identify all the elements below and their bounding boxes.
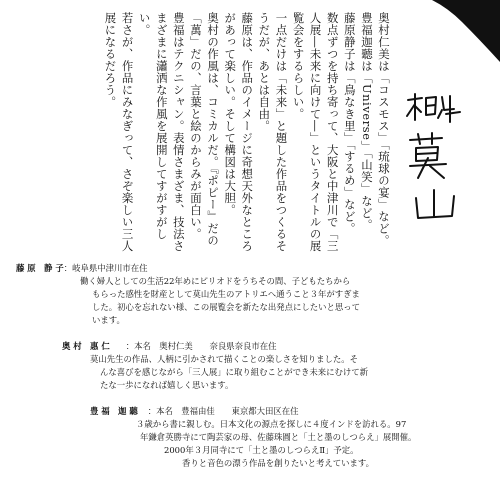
vertical-essay <box>101 12 392 258</box>
profile-heading <box>90 405 416 418</box>
profile-okumura <box>62 340 368 392</box>
profile-line: んな喜びを感じながら「三人展」に取り組むことができ未来にむけて新 <box>100 367 368 377</box>
profile-line: たな一歩になれば嬉しく思います。 <box>100 380 234 390</box>
profile-heading <box>16 262 360 275</box>
essay-paragraph: 藤原は、作品のイメージに奇想天外なところがあって楽しい。そして構図は大胆。 <box>223 12 255 252</box>
profile-heading <box>62 340 368 353</box>
artist-name: 豊 福 迦 聽 <box>90 406 138 416</box>
handwritten-signature <box>402 92 468 224</box>
essay-paragraph: 数点ずつを持ち寄って、大阪と中津川で「三人展―未来に向けて―」というタイトルの展覧会をするらしい。 <box>291 12 340 252</box>
essay-paragraph: 奥村の作風は、コミカルだ。『ポピー』だの「萬」だの、言葉と絵のからみが面白い。 <box>188 12 221 247</box>
profile-text <box>62 353 368 392</box>
artist-name: 藤 原 静 子 <box>16 263 64 273</box>
profile-text <box>90 418 416 470</box>
artist-origin: ：本名 奥村仁美 奈良県奈良市在住 <box>125 341 277 351</box>
essay-paragraph: 豊福はテクニシャン。表情さまざま、技法さまざまに瀟洒な作風を展開してすがすがしい。 <box>137 12 186 252</box>
essay-paragraph: 一点だけは「未来」と題した作品をつくるそうだが、あとは自由。 <box>257 12 289 252</box>
profile-toyofuku <box>90 405 416 470</box>
profile-line: 働く婦人としての生活22年めにピリオドをうちその間、子どもたちから <box>80 276 351 286</box>
essay-paragraph: 若さが、作品にみなぎって、さぞ楽しい三人展になるだろう。 <box>103 12 135 252</box>
profile-line: 年鎌倉英勝寺にて陶芸家の母、佐藤珠圓と「土と墨のしつらえ」展開催。 <box>140 432 417 442</box>
profile-line: ３歳から書に親しむ。日本文化の源点を探しに４度インドを訪れる。97 <box>136 419 407 429</box>
profile-line: 2000年３月同寺にて「土と墨のしつらえⅡ」予定。 <box>164 445 359 455</box>
profile-fujiwara <box>16 262 360 327</box>
profile-line: 莫山先生の作品、人柄に引かされて描くことの楽しさを知りました。そ <box>90 354 358 364</box>
profile-line: 香りと音色の漂う作品を創りたいと考えています。 <box>182 458 374 468</box>
artist-origin: ：岐阜県中津川市在住 <box>63 263 148 273</box>
artist-origin: ：本名 豊福由佳 東京都大田区在住 <box>147 406 299 416</box>
essay-paragraph: 藤原静子は「鳥なき里」「するめ」など。 <box>342 12 357 235</box>
profile-line: います。 <box>92 315 125 325</box>
artist-name: 奥 村 惠 仁 <box>62 341 110 351</box>
essay-paragraph: 奥村仁美は「コスモス」「琉球の宴」など。 <box>377 12 391 247</box>
essay-paragraph: 豊福迦聽は「Universe」「山笑」など。 <box>359 12 374 231</box>
profile-line: した。初心を忘れない様、この展覧会を新たな出発点にしたいと思って <box>92 302 360 312</box>
corner-brush-mark <box>432 0 500 62</box>
profile-text <box>16 275 360 327</box>
profile-line: もらった感性を財産として莫山先生のアトリエへ通うこと３年がすぎま <box>92 289 360 299</box>
